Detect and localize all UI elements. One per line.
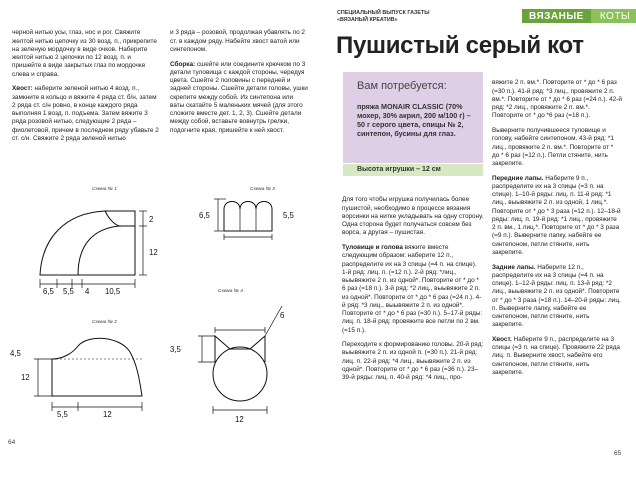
para-lead: Хвост:: [12, 85, 33, 93]
scheme-2-dim-12-bottom: 12: [103, 410, 112, 419]
right-col2-para-4: [492, 264, 622, 330]
right-col2-para-5: [492, 336, 622, 377]
scheme-4-dim-12: 12: [235, 415, 244, 424]
right-text-col2: [492, 73, 622, 377]
scheme-2-shape: [52, 338, 142, 396]
para-text: Наберите 12 п., распределите их на 3 спицы (=4 п. на спице). 1–12-й ряды: лиц. п. 13-й ряд: *2 лиц., выывяжите 2 п. из одной*. Повторите от * до * 3 раза (=18 п.). 14–20-й ряды: лиц. п. Выверните лапку, набейте ее синтепоном, петли стяните, нить закрепите.: [492, 263, 621, 329]
magazine-header: [337, 10, 507, 23]
scheme-4-head-circle: [213, 347, 267, 401]
scheme-1-label: Схема № 1: [92, 187, 117, 192]
para-lead: Сборка:: [170, 60, 196, 68]
materials-heading: Вам потребуется:: [357, 80, 447, 92]
para-text: Выверните получившееся туловище и голову, набейте синтепоном. 43-й ряд: *1 лиц., провяжите 2 п. вм.*. Повторите от * до * 6 раз (=12 п.). Петли стяните, нить закрепите.: [492, 127, 614, 168]
para-text: наберите зеленой нитью 4 возд. п., замкните в кольцо и вяжите 4 ряда ст. б/н, затем 2 ряда ст. с/н ровно, в конце каждого ряда выполняя 1 возд. п. подъема. Затем вяжите 3 ряда розовой нитью, следующие 2 ряда – фиолетовой, причем в последнем ряду убавьте 2 ст. с/н. Свяжите 2 ряда зеленой нитью: [12, 85, 159, 142]
right-col2-para-3: [492, 175, 622, 258]
left-page-number: 64: [8, 439, 16, 446]
scheme-4-label: Схема № 4: [218, 289, 243, 294]
scheme-3-dim-6-5: 6,5: [199, 211, 210, 220]
badge-knitted: ВЯЗАНЫЕ: [522, 9, 591, 23]
right-col2-para-1: [492, 79, 622, 120]
scheme-4-ears: [215, 336, 265, 362]
right-col1-para-3: [342, 341, 484, 382]
scheme-1-inner-arc: [78, 226, 135, 275]
scheme-4-dim-6: 6: [280, 311, 285, 320]
header-line-1: СПЕЦИАЛЬНЫЙ ВЫПУСК ГАЗЕТЫ: [337, 10, 430, 16]
left-text-col1: [12, 23, 160, 143]
scheme-4-diagram: [160, 296, 308, 426]
scheme-2-label: Схема № 2: [92, 320, 117, 325]
scheme-1-dim-4: 4: [85, 287, 90, 296]
para-lead: Задние лапы.: [492, 263, 536, 271]
scheme-4-dim-3-5: 3,5: [170, 345, 181, 354]
para-text: черной нитью усы, глаз, нос и рог. Свяжите желтой нитью цепочку из 30 возд. п., прикрепите на зеленую мордочку в виде очков. Наберите желтой нитью 2 цепочки по 12 возд. п. и пришейте в виде закрытых глаз по мордочке слева и справа.: [12, 29, 157, 78]
para-lead: Передние лапы.: [492, 174, 544, 182]
para-text: Для того чтобы игрушка получилась более пушистой, необходимо в процессе вязания ворсинки на нитке укладывать на одну сторону. Одна сторона будет получаться совсем без ворса, а другая – пушистая.: [342, 196, 484, 237]
scheme-2-dim-5-5: 5,5: [57, 410, 68, 419]
scheme-1-dim-12: 12: [149, 248, 158, 257]
scheme-3-label: Схема № 3: [250, 187, 275, 192]
scheme-1-dim-6-5: 6,5: [43, 287, 54, 296]
scheme-2-dim-12-side: 12: [21, 373, 30, 382]
right-text-col1: [342, 190, 484, 382]
left-col2-para-1: [170, 29, 309, 54]
para-text: Наберите 9 п., распределите на 3 спицы (=3 п. на спице). Провяжите 22 ряда лиц. п. Выверните хвост, набейте его синтепоном, петли стяните, нить закрепите.: [492, 335, 620, 376]
para-text: вяжите вместе следующим образом: наберите 12 п., распределите их на 3 спицы (=4 п. на спице). 1-й ряд: лиц. п. (=12 п.). 2-й ряд: *лиц., выывяжите 2 п. из одной*. Повторите от * до * 6 раз (=18 п.). 3-й ряд: *2 лиц., выывяжите 2 п. из одной*. Повторите от * до * 6 раз (=24 п.). 4-й ряд: *3 лиц., выывяжите 2 п. из одной*. Повторите от * до * 6 раз (=30 п.). 5–17-й ряды: лиц. п. 18-й ряд: провяжите все петли по 2 вм. (=15 п.).: [342, 244, 483, 334]
materials-text: пряжа MONAIR CLASSIC (70% мохер, 30% акрил, 200 м/100 г) – 50 г серого цвета, спицы № 2, синтепон, бусины для глаз.: [357, 102, 471, 138]
para-text: и 3 ряда – розовой, продолжая убавлять по 2 ст. в каждом ряду. Набейте хвост ватой или синтепоном.: [170, 29, 305, 53]
scheme-3-dim-5-5: 5,5: [283, 211, 294, 220]
scheme-2-diagram: [10, 326, 160, 421]
right-page-number: 65: [614, 450, 622, 457]
scheme-1-dim-10-5: 10,5: [105, 287, 121, 296]
header-line-2: «ВЯЗАНЫЙ КРЕАТИВ»: [337, 16, 398, 23]
scheme-1-diagram: [10, 193, 160, 301]
para-lead: Хвост.: [492, 335, 512, 343]
right-col1-para-1: [342, 196, 484, 237]
para-text: вяжите 2 п. вм.*. Повторите от * до * 6 раз (=30 п.). 41-й ряд: *3 лиц., провяжите 2 п. вм.*. Повторите от * до * 6 раз (=24 п.). 42-й ряд: *2 лиц., провяжите 2 п. вм.*. Повторите от * до *6 раз (=18 п.).: [492, 79, 622, 120]
section-badge: [522, 9, 636, 23]
article-title: Пушистый серый кот: [336, 32, 584, 59]
left-col1-para-1: [12, 29, 160, 79]
right-col1-para-2: [342, 244, 484, 335]
scheme-1-dim-5-5: 5,5: [63, 287, 74, 296]
para-lead: Туловище и голова: [342, 244, 403, 252]
left-col1-para-2: [12, 85, 160, 143]
para-text: Переходите к формированию головы. 20-й ряд: выывяжите 2 п. из одной п. (=30 п.). 21-й ряд: лиц. п. 22-й ряд: *4 лиц., выывяжите 2 п. из одной*. Повторите от * до * 6 раз (=36 п.). 23–39-й ряды: лиц. п. 40-й ряд: *4 лиц., про-: [342, 341, 484, 382]
left-text-col2: [170, 23, 309, 135]
toy-height: [343, 164, 483, 176]
materials-box: [343, 72, 483, 163]
right-col2-para-2: [492, 127, 622, 168]
para-text: сшейте или соедините крючком по 3 детали туловища с каждой стороны, чередуя цвета. Сшейте 2 половины с передней и задней стороны. Сшейте детали головы, ушки скрепите между собой. Из синтепона или ваты скатайте 5 маленьких мячей (для этого сложите вместе дет. 1, 2, 3). Сшейте детали между собой, вставьте вовнутрь грелки, подогните края, пришейте к ней хвост.: [170, 60, 308, 134]
scheme-3-shape: [224, 202, 272, 232]
scheme-1-shape: [40, 211, 135, 275]
badge-cats: КОТЫ: [591, 9, 636, 23]
scheme-2-dim-4-5: 4,5: [10, 349, 21, 358]
scheme-1-dim-2: 2: [149, 215, 154, 224]
left-col2-para-2: [170, 61, 309, 135]
para-text: Наберите 9 п., распределите их на 3 спицы (=3 п. на спице). 1–10-й ряды: лиц. п. 11-й ряд: *1 лиц., выывяжите 2 п. из одной, 1 лиц.*. Повторите от * до * 3 раза (=12 п.). 12–18-й ряды: лиц. п. 19-й ряд: *1 лиц., провяжите 2 п. вм., 1 лиц.*. Повторите от * до * 3 раза (=9 п.). Выверните лапку, набейте ее синтепоном, петли стяните, нить закрепите.: [492, 174, 621, 256]
scheme-3-diagram: [196, 193, 306, 243]
toy-height-text: Высота игрушки – 12 см: [357, 166, 441, 173]
